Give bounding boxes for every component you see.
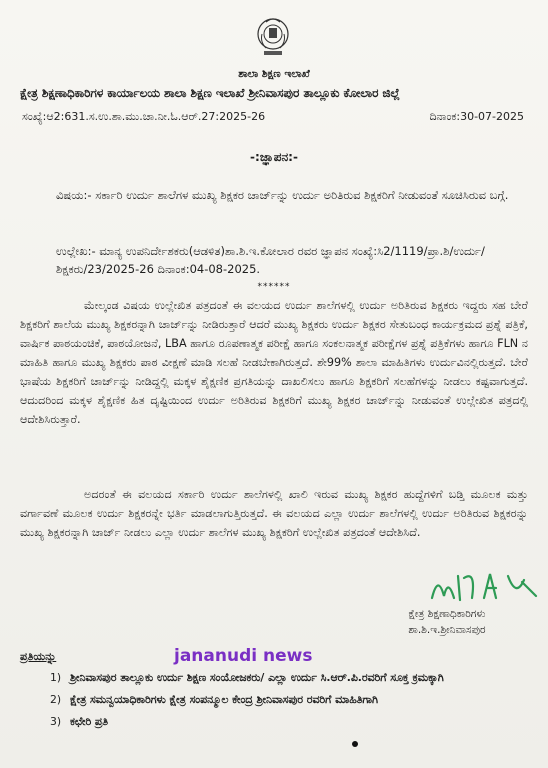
copies-list bbox=[50, 668, 524, 734]
reference-line: ಉಲ್ಲೇಖ:- ಮಾನ್ಯ ಉಪನಿರ್ದೇಶಕರು(ಆಡಳಿತ)ಶಾ.ಶಿ.ಇ.ಕೋಲಾರ ರವರ ಜ್ಞಾಪನ ಸಂಖ್ಯೆ:ಸಿ2/1119/ಪ್ರಾ.ಶಿ/ಉರ್ದು/ ಶಿಕ್ಷಕರು/23/2025-26 ದಿನಾಂಕ:04-08-2025. bbox=[56, 244, 485, 276]
body-paragraph-1: ಮೇಲ್ಕಂಡ ವಿಷಯ ಉಲ್ಲೇಖಿತ ಪತ್ರದಂತೆ ಈ ವಲಯದ ಉರ್ದು ಶಾಲೆಗಳಲ್ಲಿ ಉರ್ದು ಅರಿತಿರುವ ಶಿಕ್ಷಕರು ಇದ್ದರು ಸಹ ಬೇರೆ ಶಿಕ್ಷಕರಿಗೆ ಶಾಲೆಯ ಮುಖ್ಯ ಶಿಕ್ಷಕರನ್ನಾಗಿ ಚಾರ್ಜ್‌ನ್ನು ನೀಡಿರುತ್ತಾರೆ ಆದರೆ ಮುಖ್ಯ ಶಿಕ್ಷಕರು ಉರ್ದು ಶಿಕ್ಷಕರ ಸೇತುಬಂಧ ಕಾರ್ಯಕ್ರಮದ ಪ್ರಶ್ನೆ ಪತ್ರಿಕೆ, ವಾರ್ಷಿಕ ಪಾಠಯಂಚಿಕೆ, ಪಾಠಯೋಜನೆ, LBA ಹಾಗೂ ರೂಪಣಾತ್ಮಕ ಪರೀಕ್ಷೆ ಹಾಗೂ ಸಂಕಲನಾತ್ಮಕ ಪರೀಕ್ಷೆಗಳ ಪ್ರಶ್ನೆ ಪತ್ರಿಕೆಗಳು ಹಾಗೂ FLN ನ ಮಾಹಿತಿ ಹಾಗೂ ಮುಖ್ಯ ಶಿಕ್ಷಕರು ಪಾಠ ವೀಕ್ಷಣೆ ಮಾಡಿ ಸಲಹೆ ನೀಡಬೇಕಾಗಿರುತ್ತದೆ. ಶೇ99% ಶಾಲಾ ಮಾಹಿತಿಗಳು ಉರ್ದುವಿನಲ್ಲಿರುತ್ತದೆ. ಬೇರೆ ಭಾಷೆಯ ಶಿಕ್ಷಕರಿಗೆ ಚಾರ್ಜ್‌ನ್ನು ನೀಡಿದ್ದಲ್ಲಿ ಮಕ್ಕಳ ಶೈಕ್ಷಣಿಕ ಪ್ರಗತಿಯನ್ನು ದಾಖಲಿಸಲು ಹಾಗೂ ಶಿಕ್ಷಕರಿಗೆ ಸಲಹೆಗಳನ್ನು ನೀಡಲು ಕಷ್ಟವಾಗುತ್ತದೆ. ಆದುದರಿಂದ ಮಕ್ಕಳ ಶೈಕ್ಷಣಿಕ ಹಿತ ದೃಷ್ಟಿಯಿಂದ ಉರ್ದು ಅರಿತಿರುವ ಶಿಕ್ಷಕರಿಗೆ ಮುಖ್ಯ ಶಿಕ್ಷಕರ ಚಾರ್ಜ್‌ನ್ನು ನೀಡುವಂತೆ ಉಲ್ಲೇಖಿತ ಪತ್ರದಲ್ಲಿ ಆದೇಶಿಸಿರುತ್ತಾರೆ. bbox=[20, 299, 528, 426]
department-title: ಶಾಲಾ ಶಿಕ್ಷಣ ಇಲಾಖೆ bbox=[238, 68, 310, 80]
list-item bbox=[50, 668, 524, 687]
signature-icon bbox=[426, 568, 546, 608]
ink-dot bbox=[352, 741, 358, 747]
reference-number: ಸಂಖ್ಯೆ:ಆ2:631.ಸ.ಉ.ಶಾ.ಮು.ಚಾ.ನೀ.ಓ.ಆರ್.27:2025-26 bbox=[22, 110, 266, 123]
signatory-title: ಕ್ಷೇತ್ರ ಶಿಕ್ಷಣಾಧಿಕಾರಿಗಳು bbox=[408, 608, 486, 620]
list-item-text: ಕ್ಷೇತ್ರ ಸಮನ್ವಯಾಧಿಕಾರಿಗಳು ಕ್ಷೇತ್ರ ಸಂಪನ್ಮೂಲ ಕೇಂದ್ರ ಶ್ರೀನಿವಾಸಪುರ ರವರಿಗೆ ಮಾಹಿತಿಗಾಗಿ bbox=[70, 693, 378, 706]
signatory-place: ಶಾ.ಶಿ.ಇ.ಶ್ರೀನಿವಾಸಪುರ bbox=[408, 624, 486, 636]
list-item-number: 2) bbox=[50, 693, 62, 706]
list-item-number: 1) bbox=[50, 671, 62, 684]
list-item-text: ಕಛೇರಿ ಪ್ರತಿ bbox=[70, 715, 109, 728]
office-header: ಕ್ಷೇತ್ರ ಶಿಕ್ಷಣಾಧಿಕಾರಿಗಳ ಕಾರ್ಯಾಲಯ ಶಾಲಾ ಶಿಕ್ಷಣ ಇಲಾಖೆ ಶ್ರೀನಿವಾಸಪುರ ತಾಲ್ಲೂಕು ಕೋಲಾರ ಜಿಲ್ಲೆ bbox=[20, 86, 400, 100]
separator: ****** bbox=[257, 282, 291, 292]
body-paragraph-2: ಅದರಂತೆ ಈ ವಲಯದ ಸರ್ಕಾರಿ ಉರ್ದು ಶಾಲೆಗಳಲ್ಲಿ ಖಾಲಿ ಇರುವ ಮುಖ್ಯ ಶಿಕ್ಷಕರ ಹುದ್ದೆಗಳಿಗೆ ಬಡ್ತಿ ಮೂಲಕ ಮತ್ತು ವರ್ಗಾವಣೆ ಮೂಲಕ ಉರ್ದು ಶಿಕ್ಷಕರನ್ನೇ ಭರ್ತಿ ಮಾಡಲಾಗುತ್ತಿರುತ್ತದೆ. ಈ ವಲಯದ ಎಲ್ಲಾ ಉರ್ದು ಶಾಲೆಗಳಲ್ಲಿ ಉರ್ದು ಅರಿತಿರುವ ಶಿಕ್ಷಕರನ್ನು ಮುಖ್ಯ ಶಿಕ್ಷಕರನ್ನಾಗಿ ಚಾರ್ಜ್ ನೀಡಲು ಎಲ್ಲಾ ಉರ್ದು ಶಾಲೆಗಳ ಮುಖ್ಯ ಶಿಕ್ಷಕರಿಗೆ ಉಲ್ಲೇಖಿತ ಪತ್ರದಂತೆ ಆದೇಶಿಸಿದೆ. bbox=[20, 488, 528, 539]
list-item bbox=[50, 690, 524, 709]
memo-title: -:ಜ್ಞಾಪನ:- bbox=[250, 150, 298, 164]
karnataka-emblem-icon bbox=[250, 12, 296, 58]
memo-date: ದಿನಾಂಕ:30-07-2025 bbox=[429, 110, 524, 123]
list-item-text: ಶ್ರೀನಿವಾಸಪುರ ತಾಲ್ಲೂಕು ಉರ್ದು ಶಿಕ್ಷಣ ಸಂಯೋಜಕರು/ ಎಲ್ಲಾ ಉರ್ದು ಸಿ.ಆರ್.ಪಿ.ರವರಿಗೆ ಸೂಕ್ತ ಕ್ರಮಕ್ಕಾಗಿ bbox=[70, 671, 444, 684]
signatory-block bbox=[372, 606, 522, 638]
list-item bbox=[50, 712, 524, 731]
copies-heading: ಪ್ರತಿಯನ್ನು bbox=[20, 650, 57, 663]
list-item-number: 3) bbox=[50, 715, 62, 728]
subject-line: ವಿಷಯ:- ಸರ್ಕಾರಿ ಉರ್ದು ಶಾಲೆಗಳ ಮುಖ್ಯ ಶಿಕ್ಷಕರ ಚಾರ್ಜ್‌ನ್ನು ಉರ್ದು ಅರಿತಿರುವ ಶಿಕ್ಷಕರಿಗೆ ನೀಡುವಂತೆ ಸೂಚಿಸಿರುವ ಬಗ್ಗೆ. bbox=[56, 188, 509, 202]
watermark-text: jananudi news bbox=[174, 646, 313, 666]
